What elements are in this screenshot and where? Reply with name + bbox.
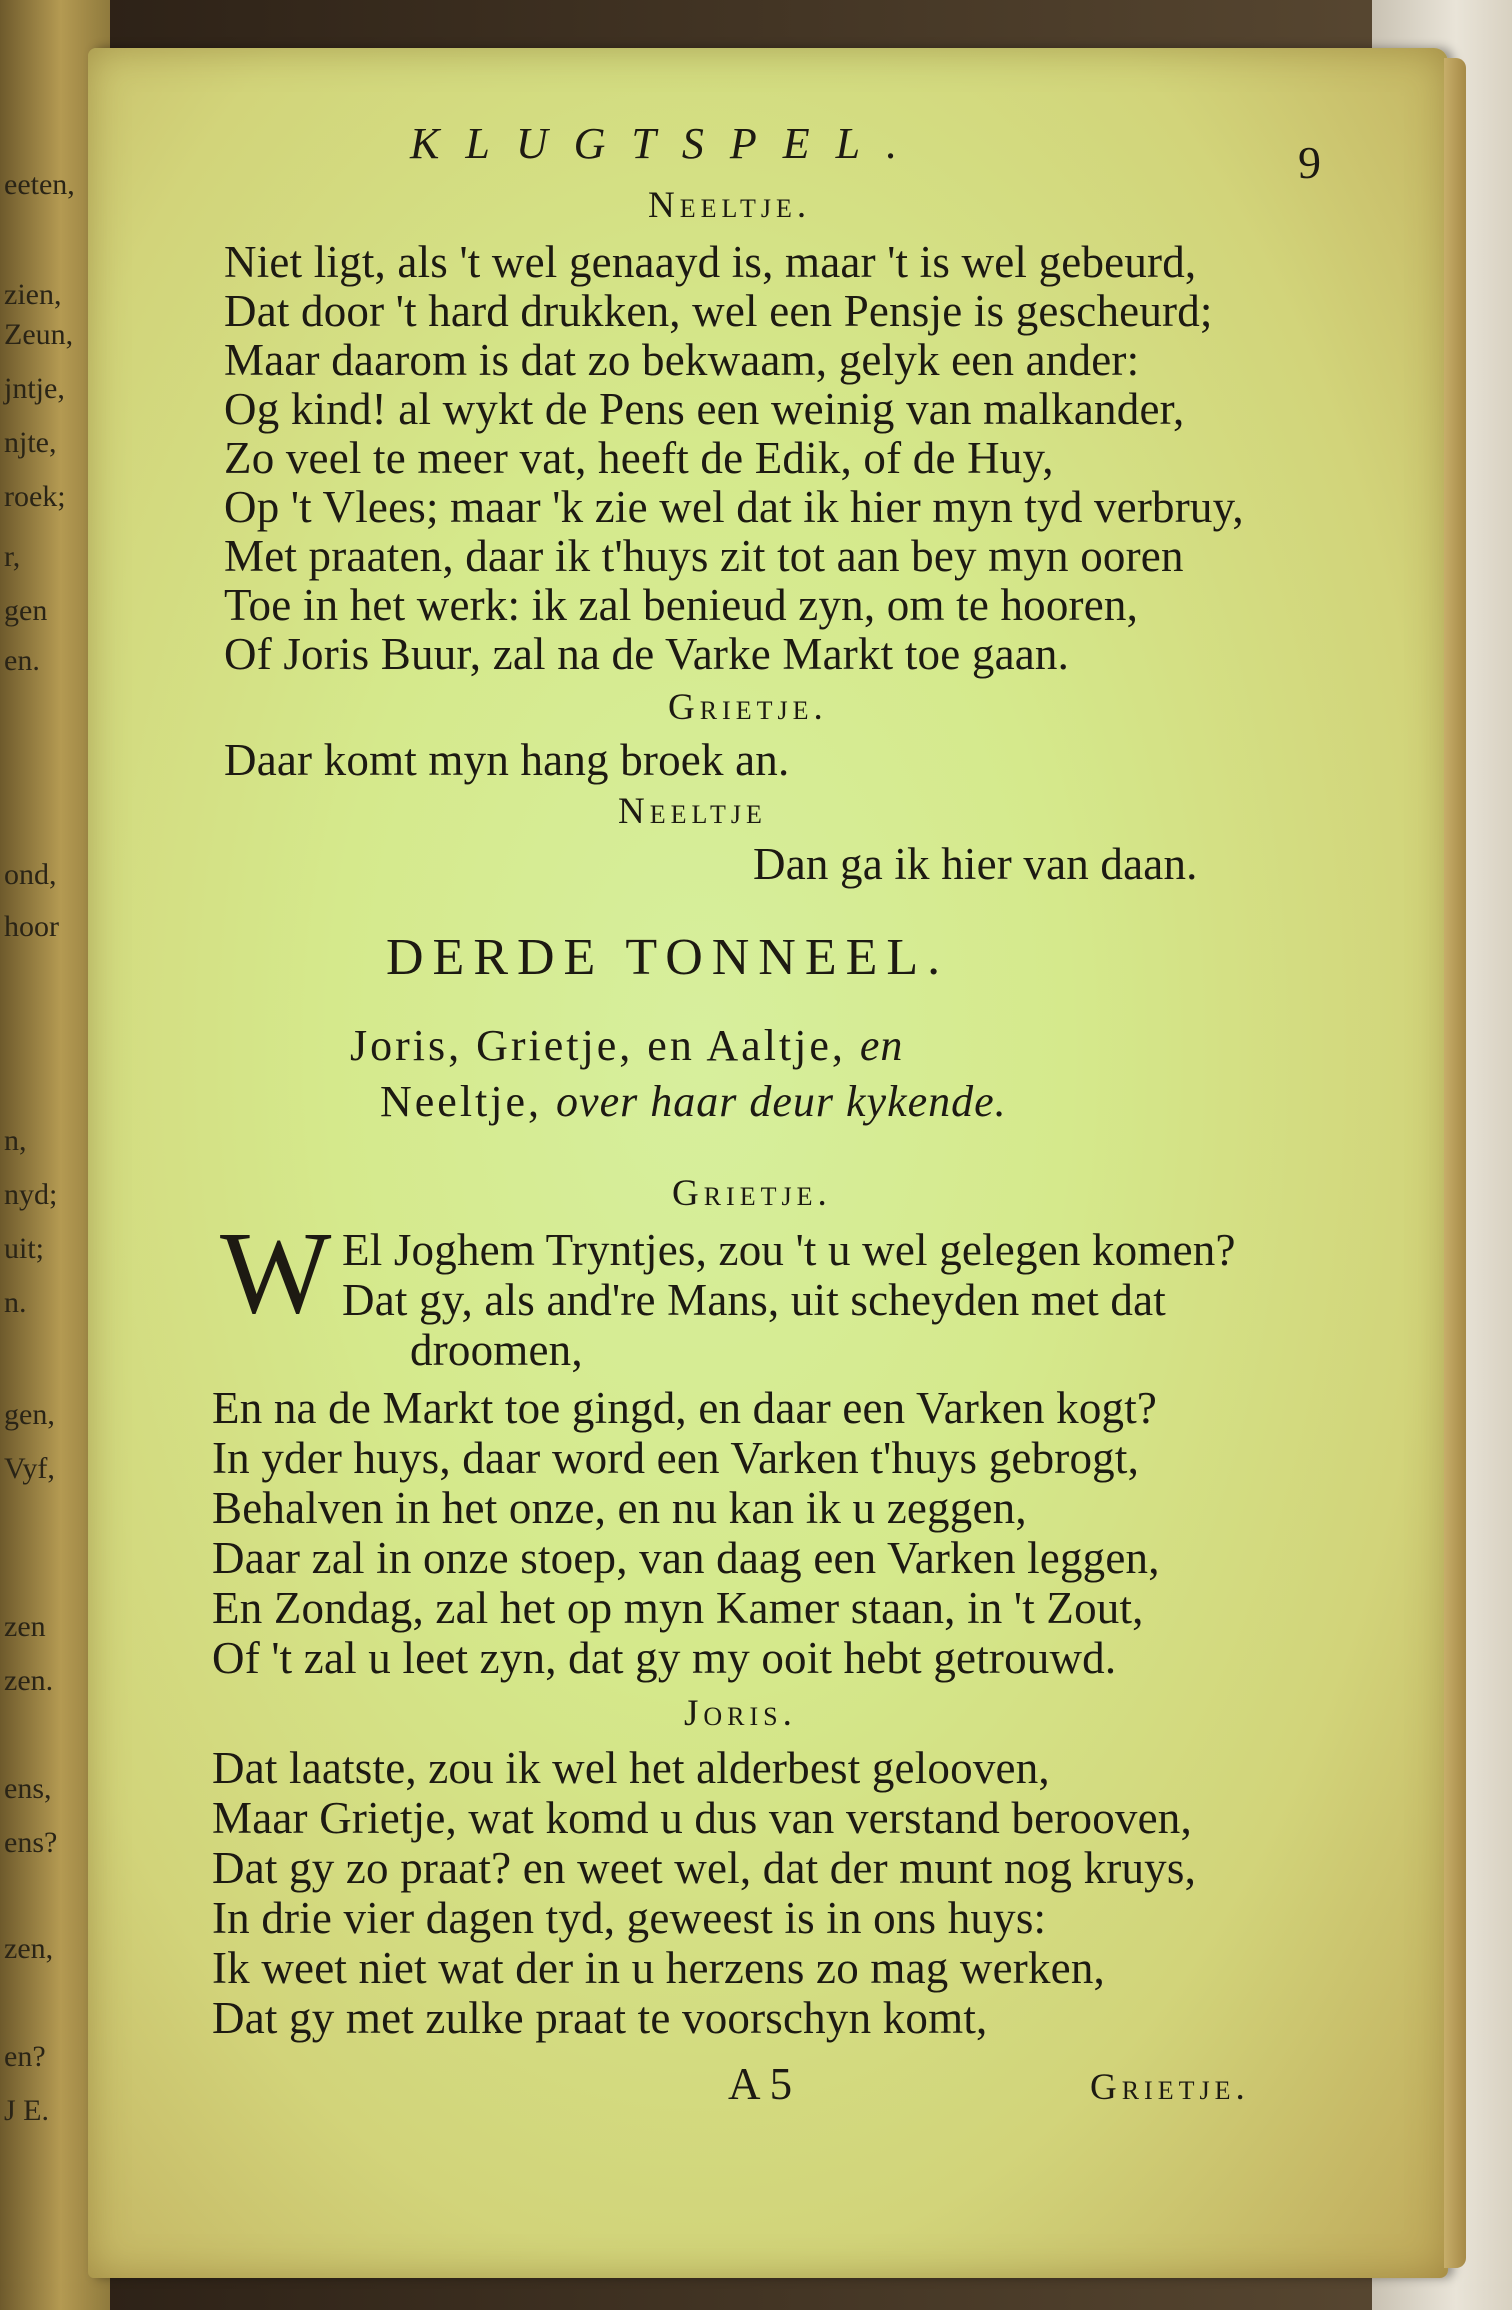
left-page-fragment: zien, — [4, 278, 62, 311]
verse-line: Niet ligt, als 't wel genaayd is, maar 't is wel gebeurd, — [224, 237, 1197, 287]
speaker-name: Neeltje. — [648, 185, 812, 226]
left-page-fragment: en. — [4, 644, 40, 677]
verse-line: Og kind! al wykt de Pens een weinig van malkander, — [224, 384, 1185, 434]
left-page-fragment: zen, — [4, 1932, 54, 1965]
signature-mark: A 5 — [728, 2059, 793, 2109]
left-page-fragment: gen — [4, 594, 48, 627]
speaker-name: Joris. — [684, 1693, 797, 1734]
verse-line: Dan ga ik hier van daan. — [753, 839, 1198, 889]
verse-line: Ik weet niet wat der in u herzens zo mag werken, — [212, 1943, 1105, 1993]
speaker-name: Grietje. — [672, 1173, 832, 1214]
verse-line: Dat gy met zulke praat te voorschyn komt, — [212, 1993, 988, 2043]
left-page-fragment: jntje, — [4, 372, 65, 405]
scene-title: DERDE TONNEEL. — [386, 929, 950, 986]
verse-line: Of Joris Buur, zal na de Varke Markt toe gaan. — [224, 629, 1070, 679]
left-page-fragment: J E. — [4, 2094, 49, 2127]
left-page-fragment: n. — [4, 1286, 27, 1319]
verse-line: En na de Markt toe gingd, en daar een Varken kogt? — [212, 1383, 1158, 1433]
left-page-fragment: uit; — [4, 1232, 45, 1265]
verse-line: En Zondag, zal het op myn Kamer staan, in 't Zout, — [212, 1583, 1144, 1633]
verse-line: Daar komt myn hang broek an. — [224, 735, 790, 785]
left-page-fragment: njte, — [4, 426, 57, 459]
left-page-fragment: eeten, — [4, 168, 75, 201]
left-page-fragment: Vyf, — [4, 1452, 55, 1485]
verse-line: Behalven in het onze, en nu kan ik u zeggen, — [212, 1483, 1027, 1533]
left-page-fragment: ond, — [4, 858, 57, 891]
verse-line: Dat door 't hard drukken, wel een Pensje is gescheurd; — [224, 286, 1213, 336]
speaker-name: Grietje. — [668, 687, 828, 728]
left-page-fragment: roek; — [4, 480, 66, 513]
left-page-fragment: n, — [4, 1124, 27, 1157]
page-number: 9 — [1298, 137, 1321, 188]
stage-direction: Neeltje, over haar deur kykende. — [380, 1077, 1007, 1126]
page-stack-edge — [1444, 58, 1466, 2268]
left-page-fragment: Zeun, — [4, 318, 74, 351]
left-page-fragment: gen, — [4, 1398, 55, 1431]
drop-cap: W — [220, 1207, 332, 1338]
left-page-fragment: hoor — [4, 910, 59, 943]
verse-line: El Joghem Tryntjes, zou 't u wel gelegen komen? — [342, 1225, 1236, 1275]
verse-line: Toe in het werk: ik zal benieud zyn, om te hooren, — [224, 580, 1139, 630]
verse-line: Dat gy zo praat? en weet wel, dat der munt nog kruys, — [212, 1843, 1197, 1893]
left-page-fragment: zen. — [4, 1664, 54, 1697]
running-title: KLUGTSPEL. — [410, 119, 924, 168]
left-page-fragment: en? — [4, 2040, 46, 2073]
left-page-fragment: ens, — [4, 1772, 52, 1805]
speaker-name: Neeltje — [618, 791, 767, 832]
verse-line: Met praaten, daar ik t'huys zit tot aan bey myn ooren — [224, 531, 1184, 581]
left-page-fragment: ens? — [4, 1826, 58, 1859]
verse-line: Dat gy, als and're Mans, uit scheyden met dat — [342, 1275, 1166, 1325]
catchword: Grietje. — [1090, 2067, 1250, 2108]
verse-line: Daar zal in onze stoep, van daag een Varken leggen, — [212, 1533, 1160, 1583]
verse-line: Of 't zal u leet zyn, dat gy my ooit hebt getrouwd. — [212, 1633, 1117, 1683]
verse-line: Dat laatste, zou ik wel het alderbest gelooven, — [212, 1743, 1050, 1793]
book-page — [88, 48, 1448, 2278]
left-page-fragment: zen — [4, 1610, 46, 1643]
verse-line: Zo veel te meer vat, heeft de Edik, of de Huy, — [224, 433, 1054, 483]
verse-line: Maar Grietje, wat komd u dus van verstand berooven, — [212, 1793, 1192, 1843]
verse-line: Maar daarom is dat zo bekwaam, gelyk een ander: — [224, 335, 1140, 385]
verse-line: In drie vier dagen tyd, geweest is in ons huys: — [212, 1893, 1047, 1943]
left-page-fragment: nyd; — [4, 1178, 58, 1211]
verse-line: Op 't Vlees; maar 'k zie wel dat ik hier myn tyd verbruy, — [224, 482, 1244, 532]
verse-line: In yder huys, daar word een Varken t'huys gebrogt, — [212, 1433, 1140, 1483]
verse-line: droomen, — [410, 1325, 583, 1375]
stage-direction: Joris, Grietje, en Aaltje, en — [350, 1021, 904, 1070]
left-page-fragment: r, — [4, 540, 21, 573]
